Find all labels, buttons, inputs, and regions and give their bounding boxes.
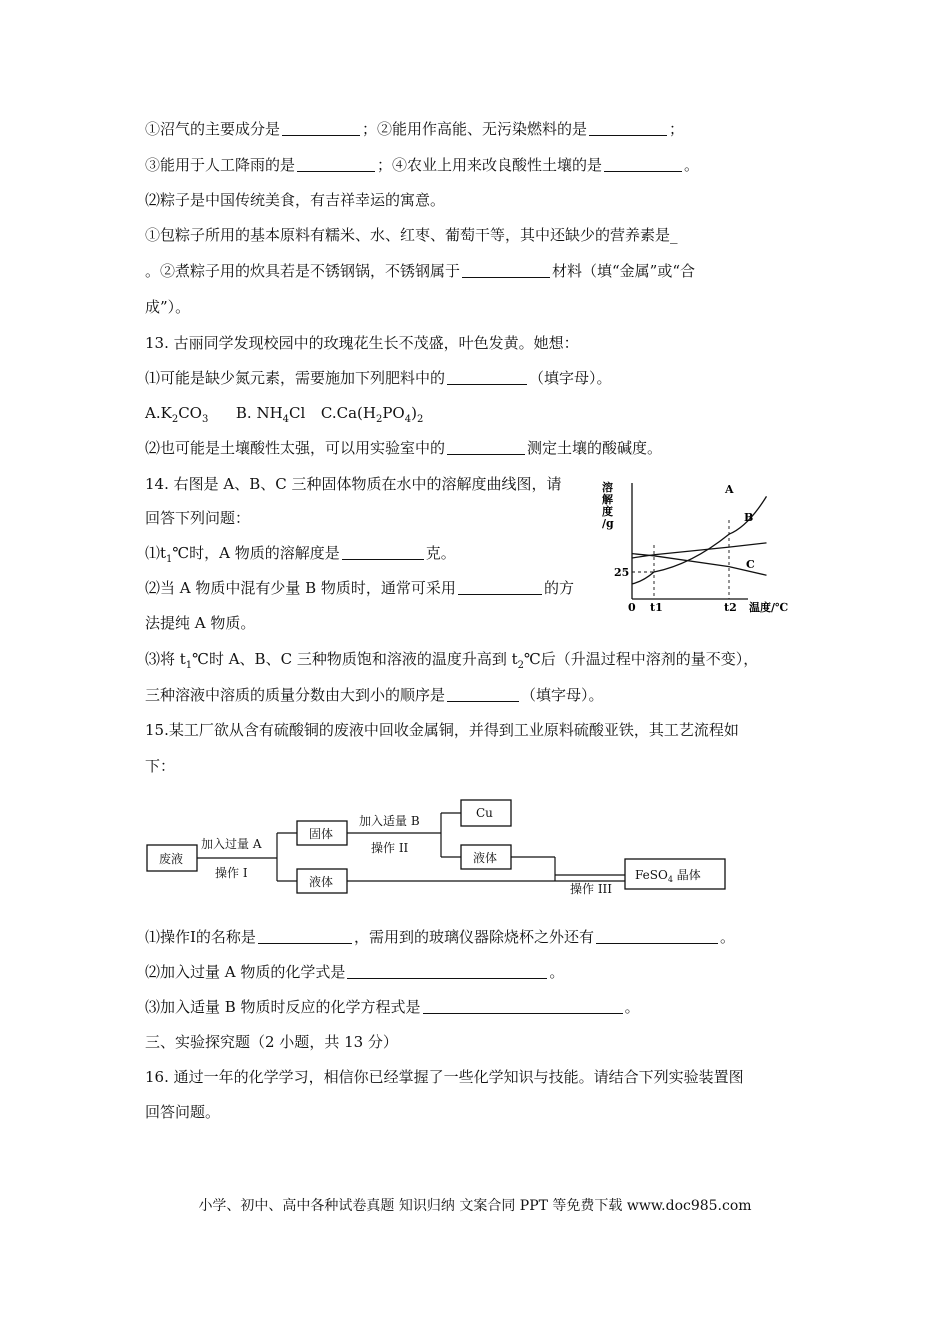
q15-line-4: ⑵加入过量 A 物质的化学式是 。 bbox=[145, 963, 565, 981]
answer-blank[interactable] bbox=[458, 580, 542, 595]
option-c: $C.Ca(H_2PO_4)_2$ bbox=[320, 404, 424, 425]
answer-blank[interactable] bbox=[297, 157, 375, 172]
solid-label: 固体 bbox=[309, 827, 334, 841]
ylabel-4: /g bbox=[602, 517, 614, 530]
ylabel-3: 度 bbox=[602, 505, 613, 518]
label-b: B bbox=[744, 511, 754, 524]
liquid1-label: 液体 bbox=[309, 875, 334, 889]
answer-blank[interactable] bbox=[258, 929, 352, 944]
q16-line-2: 回答问题。 bbox=[145, 1103, 221, 1121]
label-a: A bbox=[725, 483, 734, 496]
q12-line-1: ①沼气的主要成分是 ；②能用作高能、无污染燃料的是 ； bbox=[145, 120, 685, 138]
answer-blank[interactable] bbox=[596, 929, 718, 944]
answer-blank[interactable] bbox=[447, 440, 525, 455]
answer-blank[interactable] bbox=[589, 121, 667, 136]
option-a: $A.K_2CO_3$ bbox=[145, 404, 209, 425]
q15-line-5: ⑶加入适量 B 物质时反应的化学方程式是 。 bbox=[145, 998, 640, 1016]
waste-label: 废液 bbox=[159, 852, 184, 866]
q15-line-3: ⑴操作I的名称是 ，需用到的玻璃仪器除烧杯之外还有 。 bbox=[145, 928, 735, 946]
q15-line-2: 下： bbox=[145, 757, 176, 775]
q14-line-6: ⑶将 $t_1℃$时 A、B、C 三种物质饱和溶液的温度升高到 $t_2℃$后（升温过程中溶剂的量不变）， bbox=[145, 650, 759, 671]
label-c: C bbox=[746, 558, 755, 571]
q14-line-5: 法提纯 A 物质。 bbox=[145, 614, 256, 632]
solubility-chart bbox=[598, 475, 798, 617]
answer-blank[interactable] bbox=[282, 121, 360, 136]
add-a-label: 加入过量 A bbox=[201, 837, 262, 851]
cu-label: Cu bbox=[476, 806, 493, 820]
answer-blank[interactable] bbox=[342, 545, 424, 560]
tick-t1: t1 bbox=[650, 601, 663, 614]
page-footer: 小学、初中、高中各种试卷真题 知识归纳 文案合同 PPT 等免费下载 www.doc985.com bbox=[198, 1198, 752, 1214]
q12-line-5: 。②煮粽子用的炊具若是不锈钢锅，不锈钢属于 材料（填“金属”或“合 bbox=[145, 262, 696, 280]
op3-label: 操作 III bbox=[570, 882, 613, 895]
feso4-label: FeSO$_4$ 晶体 bbox=[635, 868, 701, 884]
q13-line-1: 13. 古丽同学发现校园中的玫瑰花生长不茂盛，叶色发黄。她想： bbox=[145, 334, 579, 352]
q14-line-1: 14. 右图是 A、B、C 三种固体物质在水中的溶解度曲线图，请 bbox=[145, 475, 562, 493]
answer-blank[interactable] bbox=[423, 999, 623, 1014]
q14-line-7: 三种溶液中溶质的质量分数由大到小的顺序是 （填字母）。 bbox=[145, 686, 604, 704]
op2-label: 操作 II bbox=[371, 841, 409, 855]
q12-line-2: ③能用于人工降雨的是 ；④农业上用来改良酸性土壤的是 。 bbox=[145, 156, 700, 174]
q13-line-4: ⑵也可能是土壤酸性太强，可以用实验室中的 测定土壤的酸碱度。 bbox=[145, 439, 663, 457]
liquid2-label: 液体 bbox=[473, 851, 498, 865]
section-3-heading: 三、实验探究题（2 小题，共 13 分） bbox=[145, 1033, 398, 1051]
q16-line-1: 16. 通过一年的化学学习，相信你已经掌握了一些化学知识与技能。请结合下列实验装置图 bbox=[145, 1068, 744, 1086]
tick-t2: t2 bbox=[724, 601, 737, 614]
process-flow-diagram bbox=[145, 795, 735, 895]
answer-blank[interactable] bbox=[604, 157, 682, 172]
tick-25: 25 bbox=[614, 566, 630, 579]
op1-label: 操作 I bbox=[215, 866, 248, 880]
answer-blank[interactable] bbox=[447, 687, 519, 702]
q13-line-2: ⑴可能是缺少氮元素，需要施加下列肥料中的 （填字母）。 bbox=[145, 369, 612, 387]
tick-0: 0 bbox=[628, 601, 636, 614]
q12-line-6: 成”）。 bbox=[145, 298, 191, 316]
ylabel-1: 溶 bbox=[602, 481, 613, 494]
xlabel: 温度/℃ bbox=[749, 601, 789, 614]
add-b-label: 加入适量 B bbox=[359, 814, 420, 828]
answer-blank[interactable] bbox=[347, 964, 547, 979]
option-b: B. $NH_4Cl$ bbox=[235, 404, 306, 425]
q15-line-1: 15.某工厂欲从含有硫酸铜的废液中回收金属铜，并得到工业原料硫酸亚铁，其工艺流程如 bbox=[145, 721, 739, 739]
q13-options bbox=[145, 403, 423, 430]
q12-line-4: ①包粽子所用的基本原料有糯米、水、红枣、葡萄干等，其中还缺少的营养素是_ bbox=[145, 226, 678, 244]
q14-line-2: 回答下列问题： bbox=[145, 509, 251, 527]
q14-line-3: $⑴t_1℃$时，A 物质的溶解度是 克。 bbox=[145, 544, 456, 565]
ylabel-2: 解 bbox=[602, 493, 613, 506]
answer-blank[interactable] bbox=[462, 263, 550, 278]
answer-blank[interactable] bbox=[447, 370, 527, 385]
q14-line-4: ⑵当 A 物质中混有少量 B 物质时，通常可采用 的方 bbox=[145, 579, 574, 597]
q12-line-3: ⑵粽子是中国传统美食，有吉祥幸运的寓意。 bbox=[145, 191, 446, 209]
